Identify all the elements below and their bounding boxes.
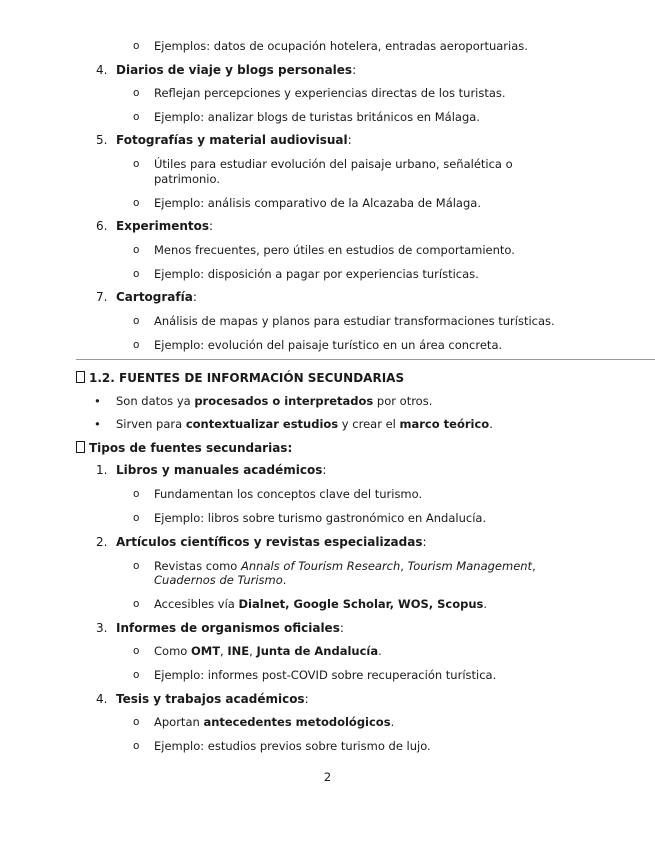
list-subitem: o Aportan antecedentes metodológicos. <box>154 715 394 730</box>
list-item: 1. Libros y manuales académicos: <box>96 463 327 477</box>
list-subitem: o Ejemplo: informes post-COVID sobre recuperación turística. <box>154 668 496 683</box>
list-item-title: Diarios de viaje y blogs personales <box>116 63 353 77</box>
section-heading: 1.2. FUENTES DE INFORMACIÓN SECUNDARIAS <box>76 371 404 386</box>
list-subitem-continuation: Cuadernos de Turismo. <box>154 573 287 587</box>
list-subitem: o Ejemplo: estudios previos sobre turismo de lujo. <box>154 739 431 754</box>
page-number: 2 <box>323 770 332 784</box>
list-subitem: o Ejemplo: libros sobre turismo gastronómico en Andalucía. <box>154 511 486 526</box>
bullet-item: • Son datos ya procesados o interpretados por otros. <box>116 394 432 409</box>
list-item: 2. Artículos científicos y revistas especializadas: <box>96 535 427 549</box>
list-item-title: Cartografía <box>116 290 193 304</box>
list-subitem: o Reflejan percepciones y experiencias directas de los turistas. <box>154 86 506 101</box>
list-subitem: o Útiles para estudiar evolución del paisaje urbano, señalética o <box>154 157 513 172</box>
list-subitem: o Fundamentan los conceptos clave del turismo. <box>154 487 422 502</box>
list-item-title: Informes de organismos oficiales <box>116 621 340 635</box>
list-subitem-continuation: patrimonio. <box>154 172 220 186</box>
list-item-title: Tesis y trabajos académicos <box>116 692 305 706</box>
list-subitem: o Ejemplo: analizar blogs de turistas británicos en Málaga. <box>154 110 480 125</box>
list-subitem: o Como OMT, INE, Junta de Andalucía. <box>154 644 382 659</box>
list-item-title: Artículos científicos y revistas especializadas <box>116 535 423 549</box>
list-subitem: o Análisis de mapas y planos para estudiar transformaciones turísticas. <box>154 314 555 329</box>
subsection-heading: Tipos de fuentes secundarias: <box>76 441 292 456</box>
list-item-title: Libros y manuales académicos <box>116 463 323 477</box>
horizontal-rule <box>76 359 655 360</box>
list-subitem: o Ejemplos: datos de ocupación hotelera, entradas aeroportuarias. <box>154 39 528 54</box>
list-subitem: o Menos frecuentes, pero útiles en estudios de comportamiento. <box>154 243 515 258</box>
list-item: 4. Diarios de viaje y blogs personales: <box>96 63 357 77</box>
list-subitem: o Accesibles vía Dialnet, Google Scholar, WOS, Scopus. <box>154 597 487 612</box>
list-subitem: o Ejemplo: disposición a pagar por experiencias turísticas. <box>154 267 479 282</box>
list-subitem: o Revistas como Annals of Tourism Research, Tourism Management, <box>154 559 536 574</box>
list-subitem: o Ejemplo: análisis comparativo de la Alcazaba de Málaga. <box>154 196 481 211</box>
missing-glyph-icon <box>76 441 85 453</box>
list-item-title: Fotografías y material audiovisual <box>116 133 348 147</box>
list-item: 4. Tesis y trabajos académicos: <box>96 692 309 706</box>
list-item: 5. Fotografías y material audiovisual: <box>96 133 352 147</box>
bullet-item: • Sirven para contextualizar estudios y crear el marco teórico. <box>116 417 493 432</box>
list-item: 7. Cartografía: <box>96 290 197 304</box>
list-item: 6. Experimentos: <box>96 219 214 233</box>
list-item: 3. Informes de organismos oficiales: <box>96 621 344 635</box>
list-item-title: Experimentos <box>116 219 210 233</box>
list-subitem: o Ejemplo: evolución del paisaje turístico en un área concreta. <box>154 338 502 353</box>
missing-glyph-icon <box>76 371 85 383</box>
